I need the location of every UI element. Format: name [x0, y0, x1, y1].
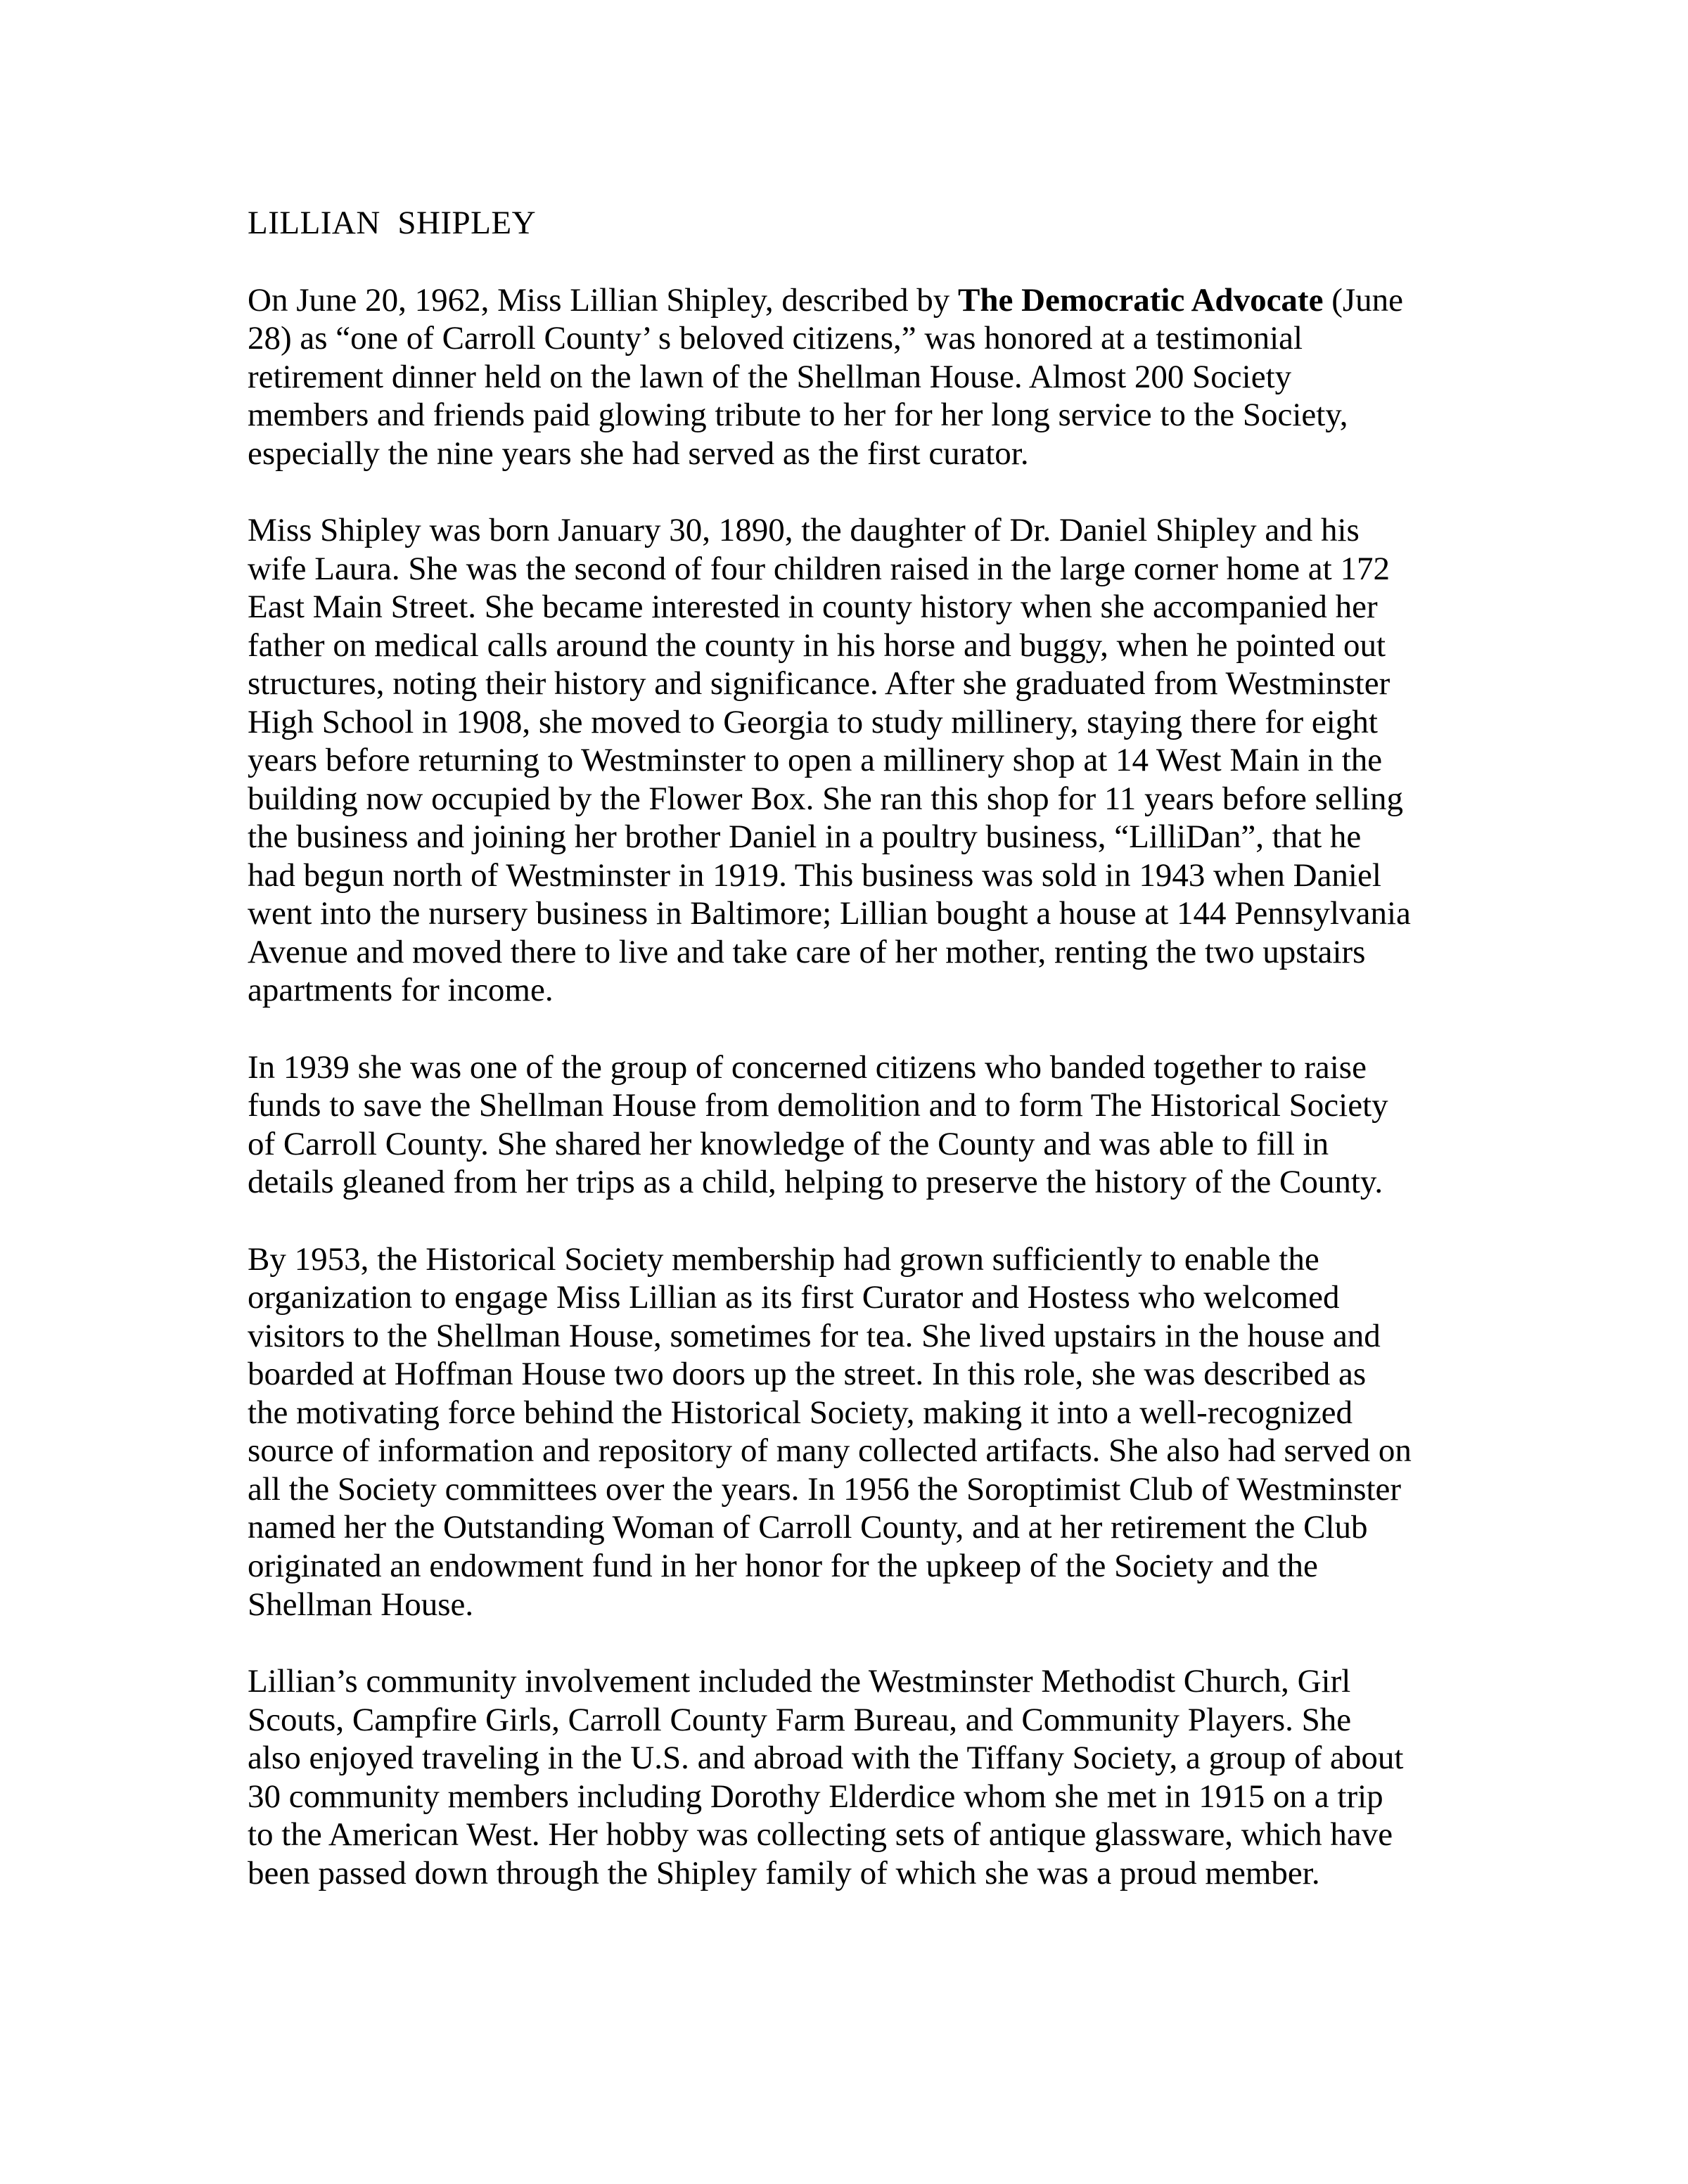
bold-publication-name: The Democratic Advocate — [957, 281, 1324, 319]
document-title: LILLIAN SHIPLEY — [248, 205, 537, 241]
paragraph-1939-society: In 1939 she was one of the group of concerned citizens who banded together to raise funds to save the Shellman House from demolition and to form The Historical Society of Carroll County. She shared her knowledge of the County and was able to fill in details gleaned from her trips as a child, helping to preserve the history of the County. — [248, 1048, 1397, 1201]
paragraph-community-involvement: Lillian’s community involvement included the Westminster Methodist Church, Girl Scouts, Campfire Girls, Carroll County Farm Bureau, and Community Players. She also enjoyed traveling in the U.S. and abroad with the Tiffany Society, a group of about 30 community members including Dorothy Elderdice whom she met in 1915 on a trip to the American West. Her hobby was collecting sets of antique glassware, which have been passed down through the Shipley family of which she was a proud member. — [248, 1663, 1412, 1891]
paragraph-curator-role: By 1953, the Historical Society membership had grown sufficiently to enable the organization to engage Miss Lillian as its first Curator and Hostess who welcomed visitors to the Shellman House, sometimes for tea. She lived upstairs in the house and boarded at Hoffman House two doors up the street. In this role, she was described as the motivating force behind the Historical Society, making it into a well-recognized source of information and repository of many collected artifacts. She also had served on all the Society committees over the years. In 1956 the Soroptimist Club of Westminster named her the Outstanding Woman of Carroll County, and at her retirement the Club originated an endowment fund in her honor for the upkeep of the Society and the Shellman House. — [248, 1240, 1420, 1623]
paragraph-text: On June 20, 1962, Miss Lillian Shipley, described by — [248, 281, 958, 319]
paragraph-text: (June 28) as “one of Carroll County’ s beloved citizens,” was honored at a testimonial retirement dinner held on the lawn of the Shellman House. Almost 200 Society members and friends paid glowing tribute to her for her long service to the Society, especially the nine years she had served as the first curator. — [248, 281, 1412, 472]
paragraph-biography: Miss Shipley was born January 30, 1890, the daughter of Dr. Daniel Shipley and his wife Laura. She was the second of four children raised in the large corner home at 172 East Main Street. She became interested in county history when she accompanied her father on medical calls around the county in his horse and buggy, when he pointed out structures, noting their history and significance. After she graduated from Westminster High School in 1908, she moved to Georgia to study millinery, staying there for eight years before returning to Westminster to open a millinery shop at 14 West Main in the building now occupied by the Flower Box. She ran this shop for 11 years before selling the business and joining her brother Daniel in a poultry business, “LilliDan”, that he had begun north of Westminster in 1919. This business was sold in 1943 when Daniel went into the nursery business in Baltimore; Lillian bought a house at 144 Pennsylvania Avenue and moved there to live and take care of her mother, renting the two upstairs apartments for income. — [248, 512, 1418, 1009]
paragraph-intro — [248, 281, 1412, 473]
